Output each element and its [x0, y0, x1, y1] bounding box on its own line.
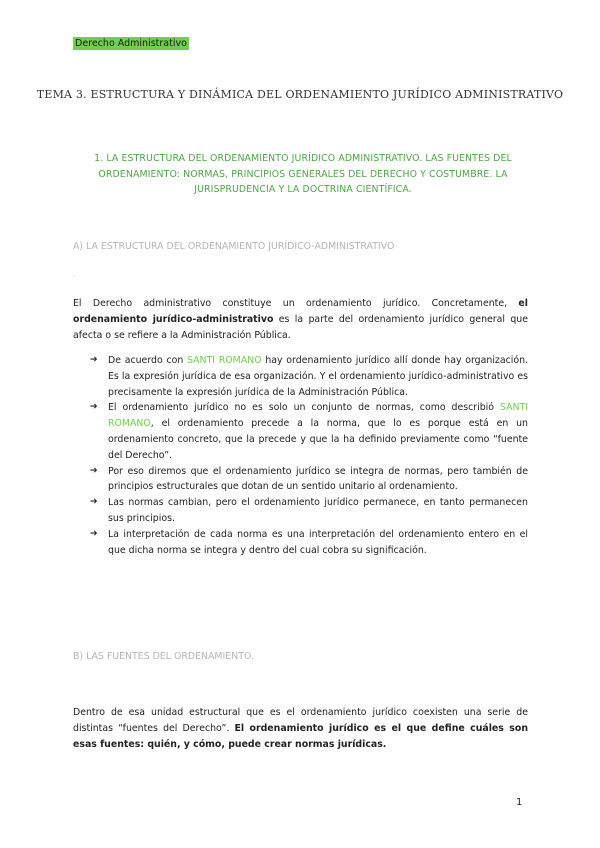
bullet-2-author: SANTI ROMANO: [108, 402, 528, 430]
paragraph-1-bold: el ordenamiento jurídico-administrativo: [73, 298, 528, 325]
list-item: [90, 400, 528, 463]
bullet-1-text-a: De acuerdo con: [108, 355, 188, 366]
bullet-3-text: Por eso diremos que el ordenamiento jurídico se integra de normas, pero también de principios estructurales que dotan de un sentido unitario al ordenamiento.: [108, 465, 528, 493]
stray-dot: .: [73, 270, 76, 280]
paragraph-1-text-a: El Derecho administrativo constituye un ordenamiento jurídico. Concretamente,: [73, 298, 519, 309]
bullet-2-text-a: El ordenamiento jurídico no es solo un conjunto de normas, como describió: [108, 402, 500, 414]
bullet-2-text-c: , el ordenamiento precede a la norma, que lo es porque está en un ordenamiento concreto, que la precede y que la ha definido previamente como “fuente del Derecho”.: [108, 418, 528, 461]
arrow-icon: ➔: [90, 497, 98, 508]
bullet-1-text-c: hay ordenamiento jurídico allí donde hay organización. Es la expresión jurídica de esa organización. Y el ordenamiento jurídico-administrativo es precisamente la expresión jurídica de la Administración Pública.: [108, 355, 528, 398]
bullet-list: [90, 353, 528, 558]
list-item: [90, 464, 528, 496]
subheading-b: B) LAS FUENTES DEL ORDENAMIENTO.: [73, 651, 254, 662]
section-heading: 1. LA ESTRUCTURA DEL ORDENAMIENTO JURÍDICO ADMINISTRATIVO. LAS FUENTES DEL ORDENAMIENTO: NORMAS, PRINCIPIOS GENERALES DEL DERECHO Y COSTUMBRE. LA JURISPRUDENCIA Y LA DOCTRINA CIENTÍFICA.: [94, 153, 512, 195]
arrow-icon: ➔: [90, 528, 98, 539]
paragraph-1: [73, 296, 528, 344]
bullet-5-text: La interpretación de cada norma es una interpretación del ordenamiento entero en el que dicha norma se integra y dentro del cual cobra su significación.: [108, 528, 528, 556]
page-number: 1: [516, 797, 523, 808]
bullet-1-author: SANTI ROMANO: [187, 355, 262, 366]
subheading-a: A) LA ESTRUCTURA DEL ORDENAMIENTO JURÍDICO-ADMINISTRATIVO: [73, 241, 395, 252]
arrow-icon: ➔: [90, 355, 98, 365]
arrow-icon: ➔: [90, 465, 98, 476]
paragraph-1-text-c: es la parte del ordenamiento jurídico general que afecta o se refiere a la Administración Pública.: [73, 314, 529, 341]
list-item: [90, 353, 528, 400]
page-title: TEMA 3. ESTRUCTURA Y DINÁMICA DEL ORDENAMIENTO JURÍDICO ADMINISTRATIVO: [36, 88, 564, 101]
list-item: [90, 495, 528, 527]
arrow-icon: ➔: [90, 402, 98, 413]
header-label: Derecho Administrativo: [75, 38, 187, 49]
list-item: [90, 527, 528, 559]
bullet-4-text: Las normas cambian, pero el ordenamiento jurídico permanece, en tanto permanecen sus principios.: [108, 497, 528, 524]
paragraph-2-bold: El ordenamiento jurídico es el que define cuáles son esas fuentes: quién, y cómo, puede crear normas jurídicas.: [73, 723, 529, 750]
paragraph-2-text-a: Dentro de esa unidad estructural que es el ordenamiento jurídico coexisten una serie de distintas “fuentes del Derecho”.: [73, 707, 528, 734]
paragraph-2: [73, 705, 528, 753]
